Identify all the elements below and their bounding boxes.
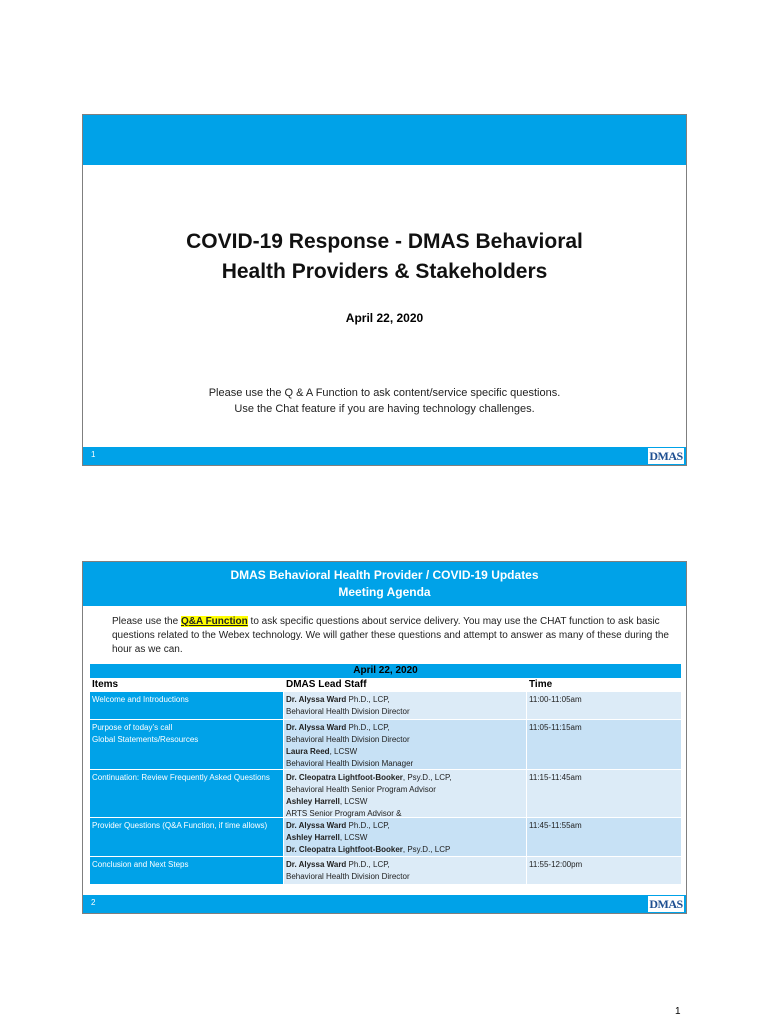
title-slide xyxy=(82,114,687,466)
staff-credentials: Ph.D., LCP, xyxy=(346,723,390,732)
time-cell: 11:45-11:55am xyxy=(527,818,681,856)
agenda-intro xyxy=(112,615,677,657)
staff-line xyxy=(286,706,524,718)
staff-cell xyxy=(284,857,527,884)
intro-text: to ask specific questions about service delivery. You may use the CHAT function to ask basic questions related to the Webex technology. We will gather these questions and attempt to answer as many of these during the hour as we can. xyxy=(112,616,669,655)
agenda-date-row: April 22, 2020 xyxy=(90,664,681,678)
agenda-slide xyxy=(82,561,687,914)
slide-footer-bar xyxy=(83,447,686,465)
item-text: Provider Questions (Q&A Function, if time allows) xyxy=(92,821,268,830)
staff-name: Dr. Cleopatra Lightfoot-Booker xyxy=(286,845,403,854)
slide-title-line: COVID-19 Response - DMAS Behavioral xyxy=(186,230,583,253)
page-number: 1 xyxy=(675,1006,681,1017)
instruction-line: Please use the Q & A Function to ask content/service specific questions. xyxy=(208,387,561,399)
slide-date: April 22, 2020 xyxy=(345,311,424,325)
staff-name: Dr. Alyssa Ward xyxy=(286,821,347,830)
item-text: Welcome and Introductions xyxy=(92,695,189,704)
agenda-title-line: DMAS Behavioral Health Provider / COVID-19 Updates xyxy=(230,568,539,582)
staff-line xyxy=(286,844,524,856)
slide-footer-bar xyxy=(83,895,686,913)
slide-title xyxy=(83,227,686,287)
staff-credentials: Ph.D., LCP, xyxy=(346,821,390,830)
item-cell xyxy=(90,720,284,769)
time-cell: 11:05-11:15am xyxy=(527,720,681,769)
table-row xyxy=(90,720,681,770)
staff-credentials: , Psy.D., LCP, xyxy=(402,773,452,782)
item-cell xyxy=(90,770,284,817)
item-text: Continuation: Review Frequently Asked Questions xyxy=(92,773,270,782)
item-cell xyxy=(90,692,284,719)
staff-credentials: , LCSW xyxy=(339,833,368,842)
staff-credentials: , LCSW xyxy=(339,797,368,806)
staff-line xyxy=(286,734,524,746)
staff-line xyxy=(286,758,524,770)
agenda-header-row xyxy=(90,678,681,692)
agenda-table xyxy=(90,664,681,885)
staff-credentials: Behavioral Health Division Director xyxy=(286,872,410,881)
staff-credentials: Behavioral Health Division Director xyxy=(286,707,410,716)
staff-name: Ashley Harrell xyxy=(286,833,340,842)
table-row xyxy=(90,770,681,818)
staff-name: Ashley Harrell xyxy=(286,797,340,806)
header-items: Items xyxy=(92,679,119,690)
staff-line xyxy=(286,820,524,832)
staff-line xyxy=(286,772,524,784)
header-time: Time xyxy=(529,679,553,690)
staff-name: Dr. Alyssa Ward xyxy=(286,723,347,732)
dmas-logo: DMAS xyxy=(649,897,683,911)
staff-credentials: Behavioral Health Division Manager xyxy=(286,759,414,768)
time-cell: 11:00-11:05am xyxy=(527,692,681,719)
table-row xyxy=(90,692,681,720)
staff-line xyxy=(286,796,524,808)
staff-cell xyxy=(284,770,527,817)
staff-name: Dr. Alyssa Ward xyxy=(286,695,347,704)
item-cell xyxy=(90,818,284,856)
slide-number: 1 xyxy=(91,450,96,459)
staff-credentials: , LCSW xyxy=(329,747,358,756)
staff-line xyxy=(286,859,524,871)
staff-line xyxy=(286,694,524,706)
staff-credentials: ARTS Senior Program Advisor & xyxy=(286,809,402,818)
staff-cell xyxy=(284,818,527,856)
staff-line xyxy=(286,871,524,883)
dmas-logo: DMAS xyxy=(649,449,683,463)
header-staff: DMAS Lead Staff xyxy=(286,679,367,690)
table-row xyxy=(90,857,681,885)
staff-line xyxy=(286,746,524,758)
staff-credentials: Ph.D., LCP, xyxy=(346,860,390,869)
time-cell: 11:55-12:00pm xyxy=(527,857,681,884)
table-row xyxy=(90,818,681,857)
item-text: Global Statements/Resources xyxy=(92,735,199,744)
staff-credentials: Ph.D., LCP, xyxy=(346,695,390,704)
slide-number: 2 xyxy=(91,898,96,907)
staff-name: Dr. Cleopatra Lightfoot-Booker xyxy=(286,773,403,782)
agenda-title-line: Meeting Agenda xyxy=(338,585,431,599)
staff-cell xyxy=(284,720,527,769)
intro-text: Please use the xyxy=(112,616,181,627)
staff-line xyxy=(286,784,524,796)
time-cell: 11:15-11:45am xyxy=(527,770,681,817)
staff-line xyxy=(286,832,524,844)
staff-credentials: Behavioral Health Division Director xyxy=(286,735,410,744)
item-text: Conclusion and Next Steps xyxy=(92,860,189,869)
staff-cell xyxy=(284,692,527,719)
slide-title-line: Health Providers & Stakeholders xyxy=(221,260,548,283)
slide-header-bar xyxy=(83,115,686,165)
staff-line xyxy=(286,722,524,734)
qa-function-highlight: Q&A Function xyxy=(180,616,248,627)
slide-instructions xyxy=(83,385,686,417)
staff-credentials: Behavioral Health Senior Program Advisor xyxy=(286,785,436,794)
staff-name: Dr. Alyssa Ward xyxy=(286,860,347,869)
item-cell xyxy=(90,857,284,884)
item-text: Purpose of today’s call xyxy=(92,723,173,732)
agenda-header xyxy=(83,562,686,606)
staff-credentials: , Psy.D., LCP xyxy=(402,845,451,854)
staff-name: Laura Reed xyxy=(286,747,330,756)
instruction-line: Use the Chat feature if you are having technology challenges. xyxy=(234,403,535,415)
